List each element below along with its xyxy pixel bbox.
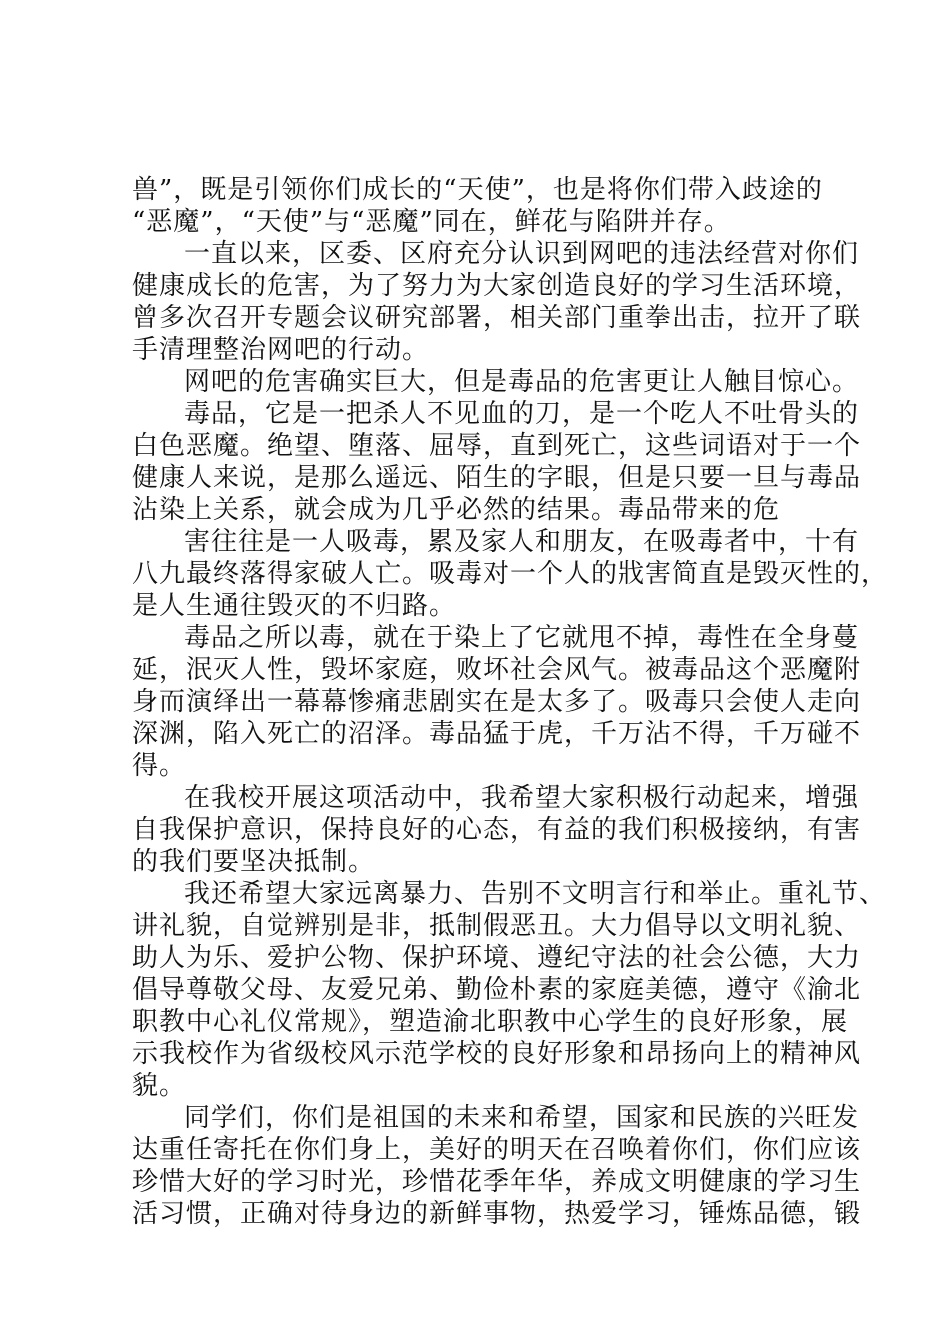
text-line: 兽”，既是引领你们成长的“天使”，也是将你们带入歧途的	[132, 175, 823, 205]
text-line: 深渊，陷入死亡的沼泽。毒品猛于虎，千万沾不得，千万碰不	[132, 719, 862, 749]
text-line: 八九最终落得家破人亡。吸毒对一个人的戕害简直是毁灭性的，	[132, 559, 889, 589]
text-line: 健康人来说，是那么遥远、陌生的字眼，但是只要一旦与毒品	[132, 463, 862, 493]
text-line: 是人生通往毁灭的不归路。	[132, 591, 457, 621]
text-line: 得。	[132, 751, 187, 781]
text-line: 活习惯，正确对待身边的新鲜事物，热爱学习，锤炼品德，锻	[132, 1199, 862, 1229]
document-body	[132, 174, 889, 1230]
text-line: 同学们，你们是祖国的未来和希望，国家和民族的兴旺发	[184, 1103, 860, 1133]
text-line: 助人为乐、爱护公物、保护环境、遵纪守法的社会公德，大力	[132, 943, 862, 973]
text-line: 害往往是一人吸毒，累及家人和朋友，在吸毒者中，十有	[184, 527, 860, 557]
text-line: 一直以来，区委、区府充分认识到网吧的违法经营对你们	[184, 239, 860, 269]
text-line: 我还希望大家远离暴力、告别不文明言行和举止。重礼节、	[184, 879, 887, 909]
text-line: “恶魔”，“天使”与“恶魔”同在，鲜花与陷阱并存。	[132, 207, 731, 237]
text-line: 健康成长的危害，为了努力为大家创造良好的学习生活环境，	[132, 271, 862, 301]
text-line: 的我们要坚决抵制。	[132, 847, 376, 877]
text-line: 职教中心礼仪常规》，塑造渝北职教中心学生的良好形象，展	[132, 1007, 849, 1037]
text-line: 延，泯灭人性，毁坏家庭，败坏社会风气。被毒品这个恶魔附	[132, 655, 862, 685]
text-line: 毒品，它是一把杀人不见血的刀，是一个吃人不吐骨头的	[184, 399, 860, 429]
text-line: 曾多次召开专题会议研究部署，相关部门重拳出击，拉开了联	[132, 303, 862, 333]
text-line: 在我校开展这项活动中，我希望大家积极行动起来，增强	[184, 783, 860, 813]
text-line: 示我校作为省级校风示范学校的良好形象和昂扬向上的精神风	[132, 1039, 862, 1069]
text-line: 貌。	[132, 1071, 187, 1101]
text-line: 达重任寄托在你们身上，美好的明天在召唤着你们，你们应该	[132, 1135, 862, 1165]
text-line: 自我保护意识，保持良好的心态，有益的我们积极接纳，有害	[132, 815, 862, 845]
text-line: 身而演绎出一幕幕惨痛悲剧实在是太多了。吸毒只会使人走向	[132, 687, 862, 717]
text-line: 白色恶魔。绝望、堕落、屈辱，直到死亡，这些词语对于一个	[132, 431, 862, 461]
text-line: 讲礼貌，自觉辨别是非，抵制假恶丑。大力倡导以文明礼貌、	[132, 911, 862, 941]
text-line: 毒品之所以毒，就在于染上了它就甩不掉，毒性在全身蔓	[184, 623, 860, 653]
text-line: 沾染上关系，就会成为几乎必然的结果。毒品带来的危	[132, 495, 781, 525]
text-line: 倡导尊敬父母、友爱兄弟、勤俭朴素的家庭美德，遵守《渝北	[132, 975, 862, 1005]
text-line: 珍惜大好的学习时光，珍惜花季年华，养成文明健康的学习生	[132, 1167, 862, 1197]
text-line: 手清理整治网吧的行动。	[132, 335, 430, 365]
text-line: 网吧的危害确实巨大，但是毒品的危害更让人触目惊心。	[184, 367, 860, 397]
